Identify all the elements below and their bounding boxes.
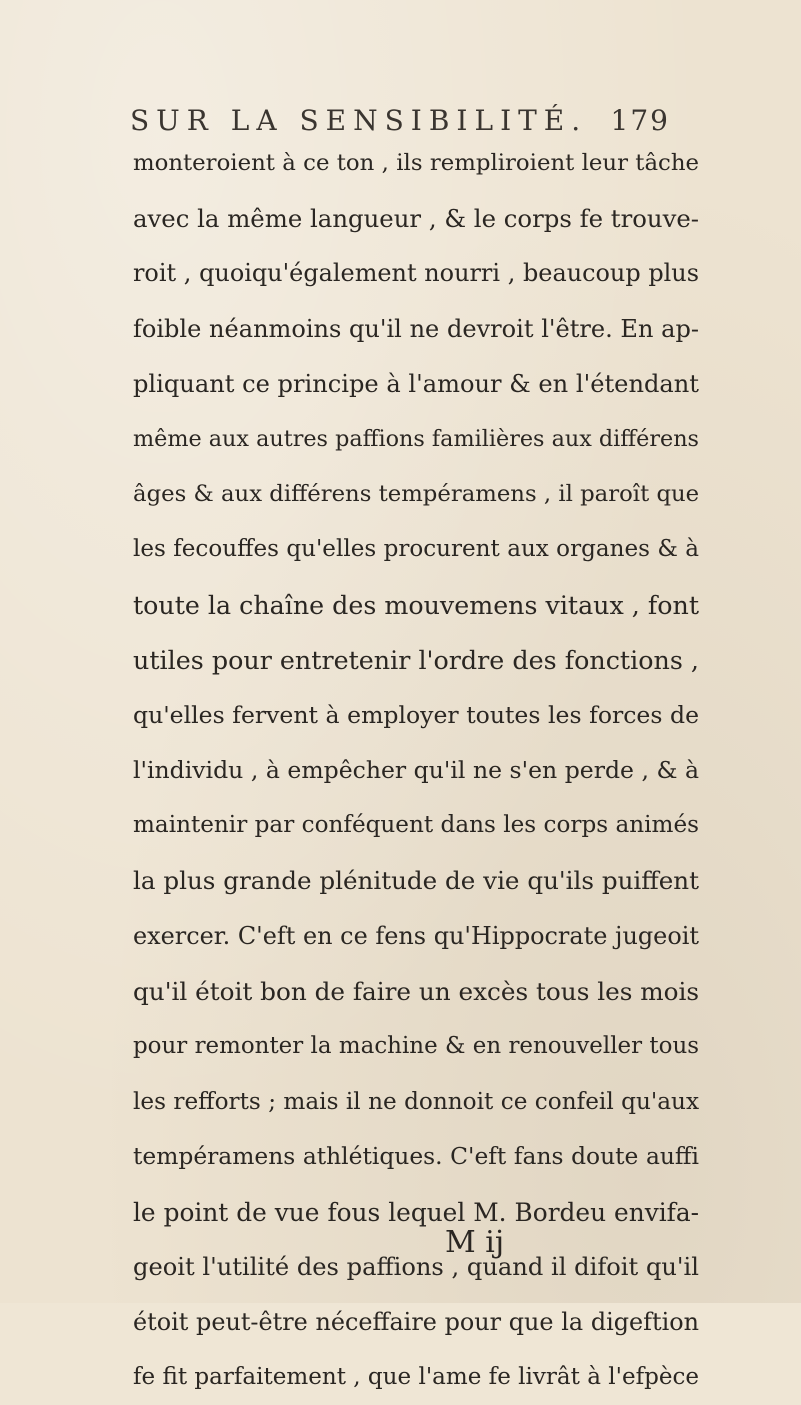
text-line: roit , quoiqu'également nourri , beaucoup plus [133, 259, 699, 288]
text-line: tempéramens athlétiques. C'eft fans doute auffi [133, 1142, 699, 1171]
text-line: étoit peut-être néceffaire pour que la digeftion [133, 1307, 699, 1336]
text-line: fe fit parfaitement , que l'ame fe livrât à l'efpèce [133, 1364, 700, 1391]
text-line: la plus grande plénitude de vie qu'ils puiffent [133, 866, 699, 896]
text-line: pour remonter la machine & en renouveller tous [133, 1033, 699, 1059]
text-line: geoit l'utilité des paffions , quand il difoit qu'il [133, 1252, 699, 1281]
running-title: SUR LA SENSIBILITÉ. [130, 104, 588, 137]
text-line: foible néanmoins qu'il ne devroit l'être. En ap- [133, 314, 699, 343]
page-number: 179 [610, 104, 670, 137]
text-line: monteroient à ce ton , ils rempliroient leur tâche [133, 150, 699, 176]
text-line: l'individu , à empêcher qu'il ne s'en perde , & à [133, 756, 699, 785]
text-line: exercer. C'eft en ce fens qu'Hippocrate jugeoit [133, 921, 699, 950]
body-text [133, 136, 699, 1405]
text-line: utiles pour entretenir l'ordre des fonctions , [133, 644, 699, 675]
text-line: pliquant ce principe à l'amour & en l'étendant [133, 369, 699, 398]
text-line: avec la même langueur , & le corps fe trouve- [133, 204, 699, 234]
signature-mark: M ij [445, 1225, 505, 1260]
text-line: même aux autres paffions familières aux différens [133, 425, 700, 452]
text-line: maintenir par conféquent dans les corps animés [133, 812, 699, 839]
text-line: qu'il étoit bon de faire un excès tous les mois [133, 976, 700, 1006]
text-line: le point de vue fous lequel M. Bordeu envifa- [133, 1197, 699, 1227]
text-line: qu'elles fervent à employer toutes les forces de [133, 700, 699, 729]
text-line: les fecouffes qu'elles procurent aux organes & à [133, 536, 699, 563]
text-line: toute la chaîne des mouvemens vitaux , font [133, 589, 699, 620]
text-line: les refforts ; mais il ne donnoit ce confeil qu'aux [133, 1088, 699, 1116]
text-line: âges & aux différens tempéramens , il paroît que [133, 481, 700, 508]
